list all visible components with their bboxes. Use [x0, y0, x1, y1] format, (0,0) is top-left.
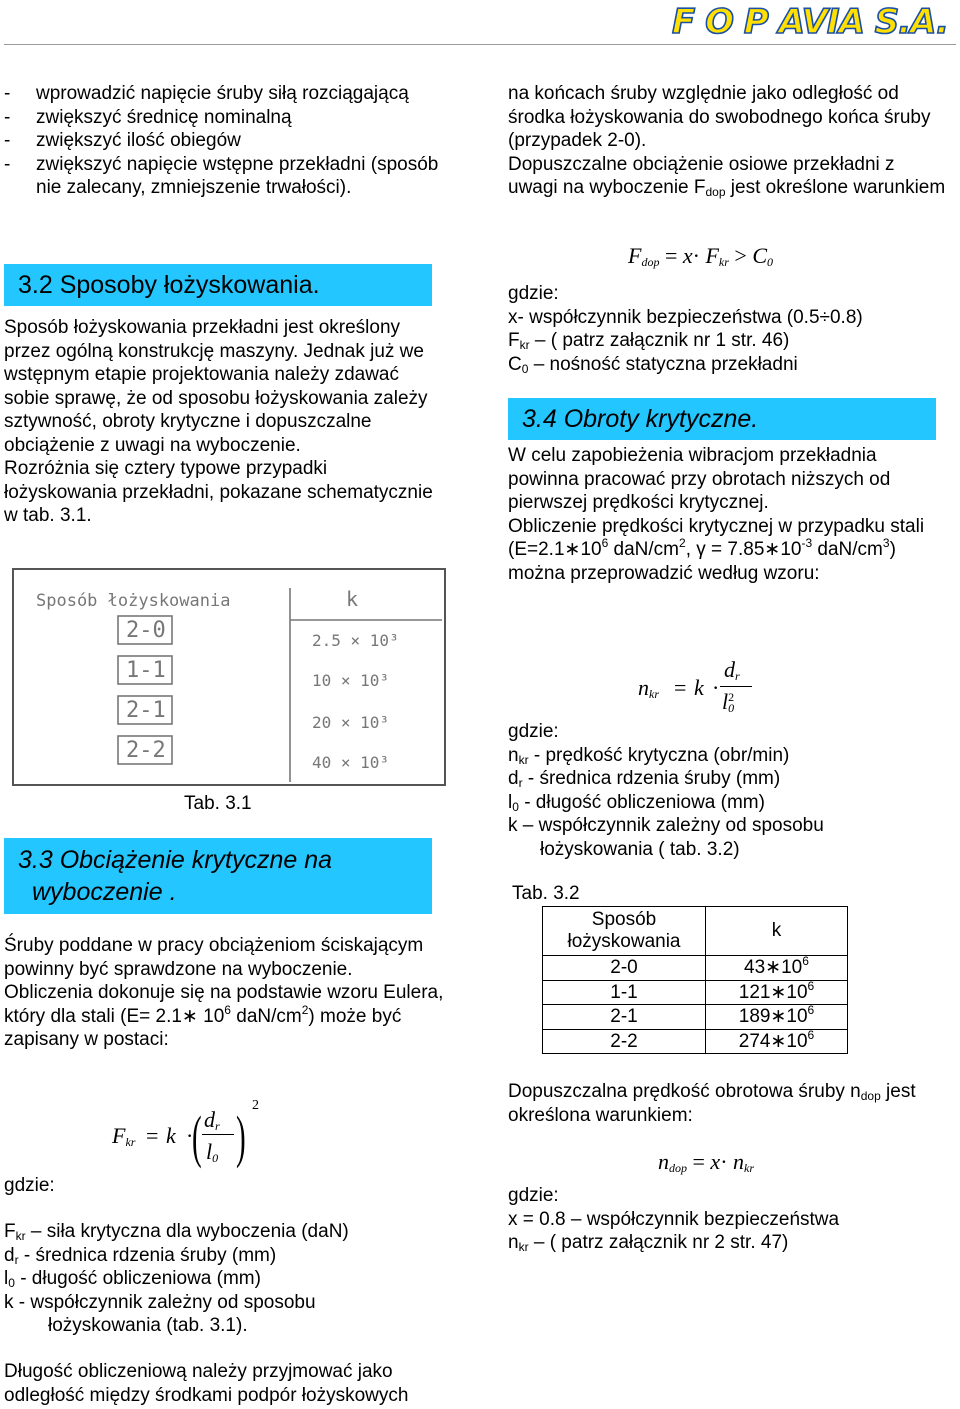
table-caption-3-2: Tab. 3.2 — [512, 883, 580, 904]
legend-item: $d_r$ - średnica rdzenia śruby (mm) — [508, 768, 781, 790]
table-row — [543, 1005, 848, 1030]
paragraph: Rozróżnia się cztery typowe przypadki łożyskowania przekładni, pokazane schematycznie w tab. 3.1. — [4, 458, 433, 526]
figure-k-value: 20 × 10³ — [312, 713, 390, 732]
list-item: - zwiększyć ilość obiegów — [4, 130, 241, 151]
list-item: - zwiększyć średnicę nominalną — [4, 106, 292, 128]
figure-drawing — [14, 570, 444, 784]
section-heading-3-4: 3.4 Obroty krytyczne. — [508, 398, 936, 440]
figure-case: 1-1 — [126, 658, 166, 683]
figure-case: 2-0 — [126, 618, 166, 643]
legend-item: $C_0$ – nośność statyczna przekładni — [508, 353, 798, 376]
legend-item: $n_{kr}$ – ( patrz załącznik nr 2 str. 47) — [508, 1232, 789, 1254]
section-3-3-text — [4, 934, 444, 1052]
figure-k-value: 2.5 × 10³ — [312, 631, 399, 650]
section-3-4-text — [508, 444, 948, 585]
paragraph: Sposób łożyskowania przekładni jest określony przez ogólną konstrukcję maszyny. Jednak już we wstępnym etapie projektowania należy zdawać sobie sprawę, że od sposobu łożyskowania zależy sztywność, obroty krytyczne i dopuszczalne obciążenie z uwagi na wyboczenie. — [4, 317, 428, 456]
table-caption-3-1: Tab. 3.1 — [184, 793, 252, 814]
formula-k: k — [166, 1123, 176, 1148]
table-cell: $189∗10^6$ — [706, 1005, 848, 1030]
figure-k-value: 40 × 10³ — [312, 753, 390, 772]
table-cell: $43∗10^6$ — [706, 956, 848, 981]
legend-item: $F_{kr}$ – siła krytyczna dla wyboczenia (daN) — [4, 1221, 349, 1243]
right-intro — [508, 82, 948, 200]
speed-legend — [508, 720, 948, 861]
bullet-list — [4, 82, 444, 200]
table-cell: 2-2 — [543, 1029, 706, 1054]
company-logo: F O P AVIA S.A. — [672, 2, 948, 42]
allowable-speed-formula: $n_{dop} = x\cdot n_{kr}$ — [658, 1149, 755, 1175]
bearing-k-table — [542, 906, 848, 1054]
header-divider — [4, 44, 956, 45]
figure-col1-label: Sposób łożyskowania — [36, 591, 231, 611]
list-item: - wprowadzić napięcie śruby siłą rozciągającą — [4, 83, 409, 104]
figure-case: 2-2 — [126, 738, 166, 763]
gdzie-label: gdzie: — [508, 1185, 559, 1206]
section-3-2-text — [4, 316, 444, 528]
legend-item: $n_{kr}$ - prędkość krytyczna (obr/min) — [508, 744, 790, 767]
legend-continuation: łożyskowania (tab. 3.1). — [48, 1315, 248, 1336]
table-cell: $121∗10^6$ — [706, 980, 848, 1005]
legend-item: $l_0$ - długość obliczeniowa (mm) — [508, 791, 765, 814]
gdzie-label: gdzie: — [508, 283, 559, 304]
legend-item: x- współczynnik bezpieczeństwa (0.5÷0.8) — [508, 306, 863, 328]
paragraph: Dopuszczalne obciążenie osiowe przekładni z uwagi na wyboczenie $F_{dop}$ jest określone warunkiem — [508, 153, 946, 199]
paragraph: W celu zapobieżenia wibracjom przekładnia powinna pracować przy obrotach niższych od pierwszej prędkości krytycznej. — [508, 445, 891, 513]
figure-col2-label: k — [346, 587, 359, 611]
load-legend — [508, 282, 948, 376]
legend-item: $F_{kr}$ – ( patrz załącznik nr 1 str. 46) — [508, 330, 790, 352]
euler-formula: $F_{kr}$ = k · ( $d_r$ $l_0$ ) 2 — [112, 1100, 272, 1176]
bearing-table-figure — [12, 568, 446, 786]
table-cell: 2-0 — [543, 956, 706, 981]
paragraph: Obliczenia dokonuje się na podstawie wzoru Eulera, który dla stali (E= 2.1∗ $10^6$ daN/$cm^2$) może być zapisany w postaci: — [4, 982, 444, 1050]
figure-case: 2-1 — [126, 698, 166, 723]
legend-item: x = 0.8 – współczynnik bezpieczeństwa — [508, 1208, 840, 1230]
gdzie-label: gdzie: — [508, 721, 559, 742]
list-item: - zwiększyć napięcie wstępne przekładni (sposób nie zalecany, zmniejszenie trwałości). — [4, 153, 439, 198]
bottom-paragraph: Długość obliczeniową należy przyjmować jako odległość między środkami podpór łożyskowych — [4, 1361, 409, 1406]
table-cell: $274∗10^6$ — [706, 1029, 848, 1054]
table-cell: 2-1 — [543, 1005, 706, 1030]
formula-lhs: $F_{kr}$ — [112, 1123, 136, 1149]
table-row — [543, 956, 848, 981]
paragraph: można przeprowadzić według wzoru: — [508, 562, 820, 584]
allowable-speed-text: Dopuszczalna prędkość obrotowa śruby $n_{dop}$ jest określona warunkiem: — [508, 1081, 916, 1126]
paragraph: na końcach śruby względnie jako odległość od środka łożyskowania do swobodnego końca śruby (przypadek 2-0). — [508, 83, 931, 151]
table-header-cell: k — [706, 907, 848, 956]
table-row — [543, 1029, 848, 1054]
paragraph: Śruby poddane w pracy obciążeniom ściskającym powinny być sprawdzone na wyboczenie. — [4, 935, 424, 980]
section-heading-3-3: 3.3 Obciążenie krytyczne na wyboczenie . — [4, 838, 432, 914]
critical-speed-formula: $n_{kr}$ = k · $d_r$ $l^2_0$ — [638, 656, 778, 720]
paragraph: Obliczenie prędkości krytycznej w przypadku stali ($E=2.1∗10^6$ daN/$cm^2$, $\gamma = 7.85∗10^{-3}$ daN/$cm^3$) — [508, 515, 925, 560]
table-header-row — [543, 907, 848, 956]
legend-continuation: łożyskowania ( tab. 3.2) — [540, 838, 740, 860]
speed-condition-legend — [508, 1184, 948, 1255]
gdzie-label: gdzie: — [4, 1175, 55, 1196]
figure-k-value: 10 × 10³ — [312, 671, 390, 690]
euler-legend — [4, 1220, 444, 1338]
formula-numerator: $d_r$ — [204, 1107, 220, 1133]
formula-denominator: $l_0$ — [206, 1139, 219, 1165]
table-cell: 1-1 — [543, 980, 706, 1005]
legend-item: $l_0$ - długość obliczeniowa (mm) — [4, 1268, 261, 1290]
allowable-load-formula: $F_{dop} = x\cdot F_{kr} > C_0$ — [628, 243, 774, 269]
legend-item: $d_r$ - średnica rdzenia śruby (mm) — [4, 1244, 277, 1267]
table-row — [543, 980, 848, 1005]
formula-power: 2 — [252, 1098, 259, 1113]
legend-item: k - współczynnik zależny od sposobu — [4, 1291, 316, 1313]
table-header-cell: Sposób łożyskowania — [543, 907, 706, 956]
legend-item: k – współczynnik zależny od sposobu — [508, 815, 824, 836]
section-heading-3-2: 3.2 Sposoby łożyskowania. — [4, 264, 432, 306]
